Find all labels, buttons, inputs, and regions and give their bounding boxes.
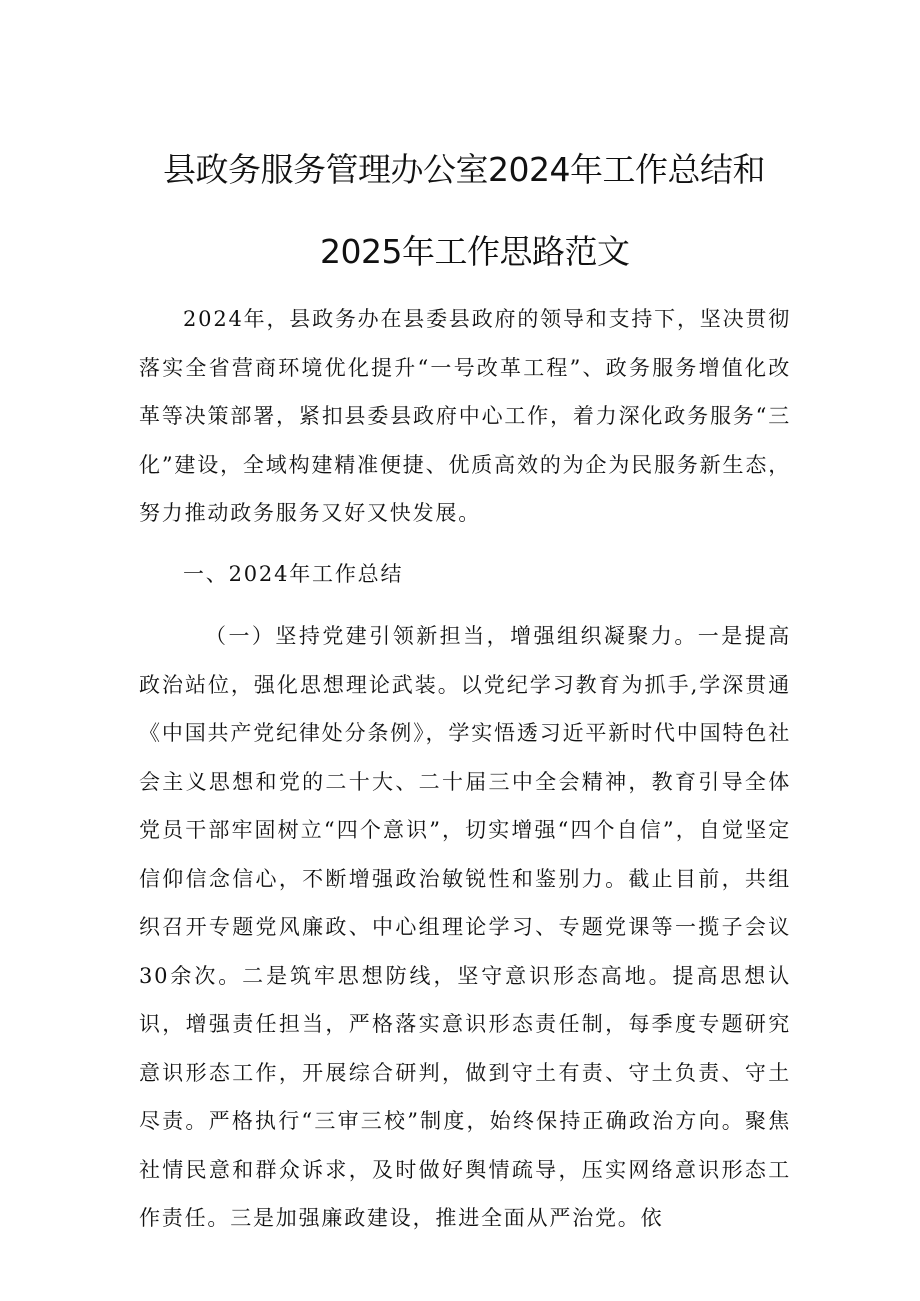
document-title-line-2: 2025年工作思路范文 <box>320 232 630 271</box>
document-title-line-1: 县政务服务管理办公室2024年工作总结和 <box>163 150 765 189</box>
intro-paragraph: 2024年，县政务办在县委县政府的领导和支持下，坚决贯彻落实全省营商环境优化提升“一号改革工程”、政务服务增值化改革等决策部署，紧扣县委县政府中心工作，着力深化政务服务“三化”建设，全域构建精准便捷、优质高效的为企为民服务新生态，努力推动政务服务又好又快发展。 <box>139 307 791 525</box>
section-heading: 一、2024年工作总结 <box>183 562 404 586</box>
body-paragraph: （一）坚持党建引领新担当，增强组织凝聚力。一是提高政治站位，强化思想理论武装。以党纪学习教育为抓手,学深贯通《中国共产党纪律处分条例》，学实悟透习近平新时代中国特色社会主义思想和党的二十大、二十届三中全会精神，教育引导全体党员干部牢固树立“四个意识”，切实增强“四个自信”，自觉坚定信仰信念信心，不断增强政治敏锐性和鉴别力。截止目前，共组织召开专题党风廉政、中心组理论学习、专题党课等一揽子会议30余次。二是筑牢思想防线，坚守意识形态高地。提高思想认识，增强责任担当，严格落实意识形态责任制，每季度专题研究意识形态工作，开展综合研判，做到守土有责、守土负责、守土尽责。严格执行“三审三校”制度，始终保持正确政治方向。聚焦社情民意和群众诉求，及时做好舆情疏导，压实网络意识形态工作责任。三是加强廉政建设，推进全面从严治党。依 <box>139 624 791 1230</box>
